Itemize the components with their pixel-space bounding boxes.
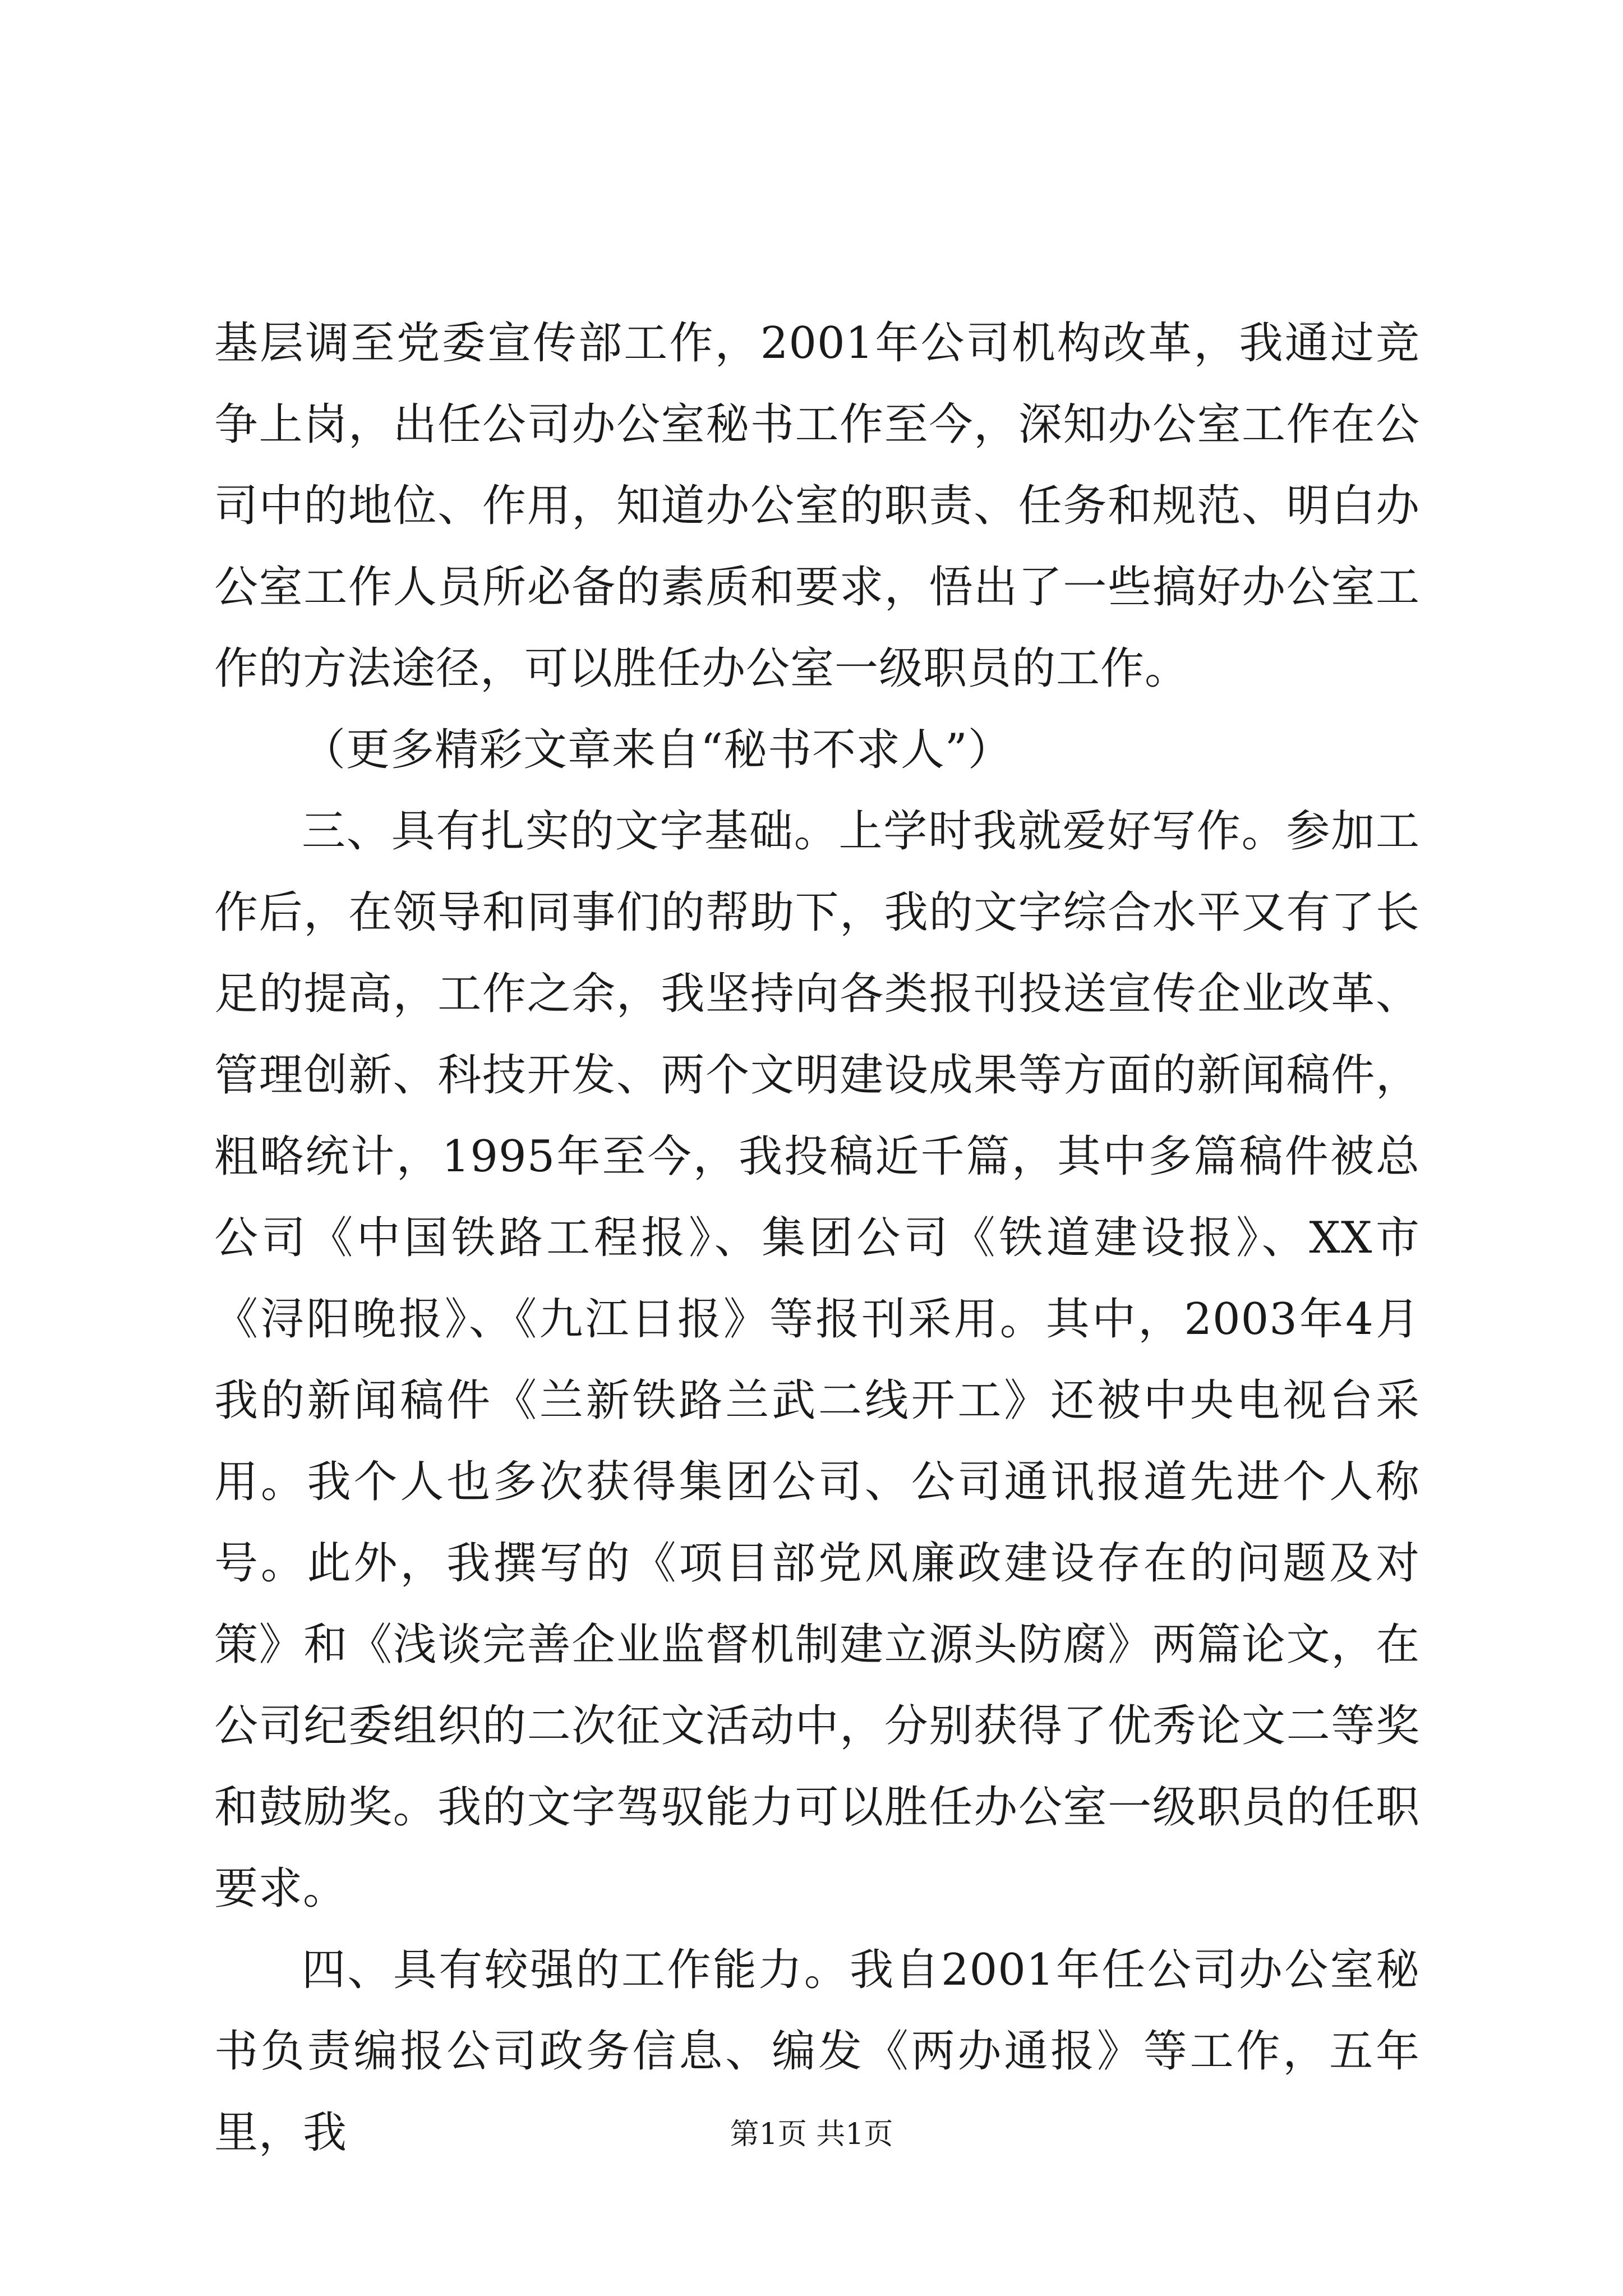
paragraph-section-three: 三、具有扎实的文字基础。上学时我就爱好写作。参加工作后，在领导和同事们的帮助下，我的文字综合水平又有了长足的提高，工作之余，我坚持向各类报刊投送宣传企业改革、管理创新、科技开发、两个文明建设成果等方面的新闻稿件，粗略统计，1995年至今，我投稿近千篇，其中多篇稿件被总公司《中国铁路工程报》、集团公司《铁道建设报》、XX市《浔阳晚报》、《九江日报》等报刊采用。其中，2003年4月我的新闻稿件《兰新铁路兰武二线开工》还被中央电视台采用。我个人也多次获得集团公司、公司通讯报道先进个人称号。此外，我撰写的《项目部党风廉政建设存在的问题及对策》和《浅谈完善企业监督机制建立源头防腐》两篇论文，在公司纪委组织的二次征文活动中，分别获得了优秀论文二等奖和鼓励奖。我的文字驾驭能力可以胜任办公室一级职员的任职要求。	[214, 806, 1420, 1914]
paragraph-section-four: 四、具有较强的工作能力。我自2001年任公司办公室秘书负责编报公司政务信息、编发《两办通报》等工作，五年里，我	[214, 1945, 1420, 2158]
document-body	[214, 303, 1420, 2174]
paragraph-source-note: （更多精彩文章来自“秘书不求人”）	[302, 725, 1012, 775]
page-number-footer: 第1页 共1页	[730, 2118, 893, 2151]
paragraph-continuation: 基层调至党委宣传部工作，2001年公司机构改革，我通过竞争上岗，出任公司办公室秘书工作至今，深知办公室工作在公司中的地位、作用，知道办公室的职责、任务和规范、明白办公室工作人员所必备的素质和要求，悟出了一些搞好办公室工作的方法途径，可以胜任办公室一级职员的工作。	[214, 318, 1420, 694]
